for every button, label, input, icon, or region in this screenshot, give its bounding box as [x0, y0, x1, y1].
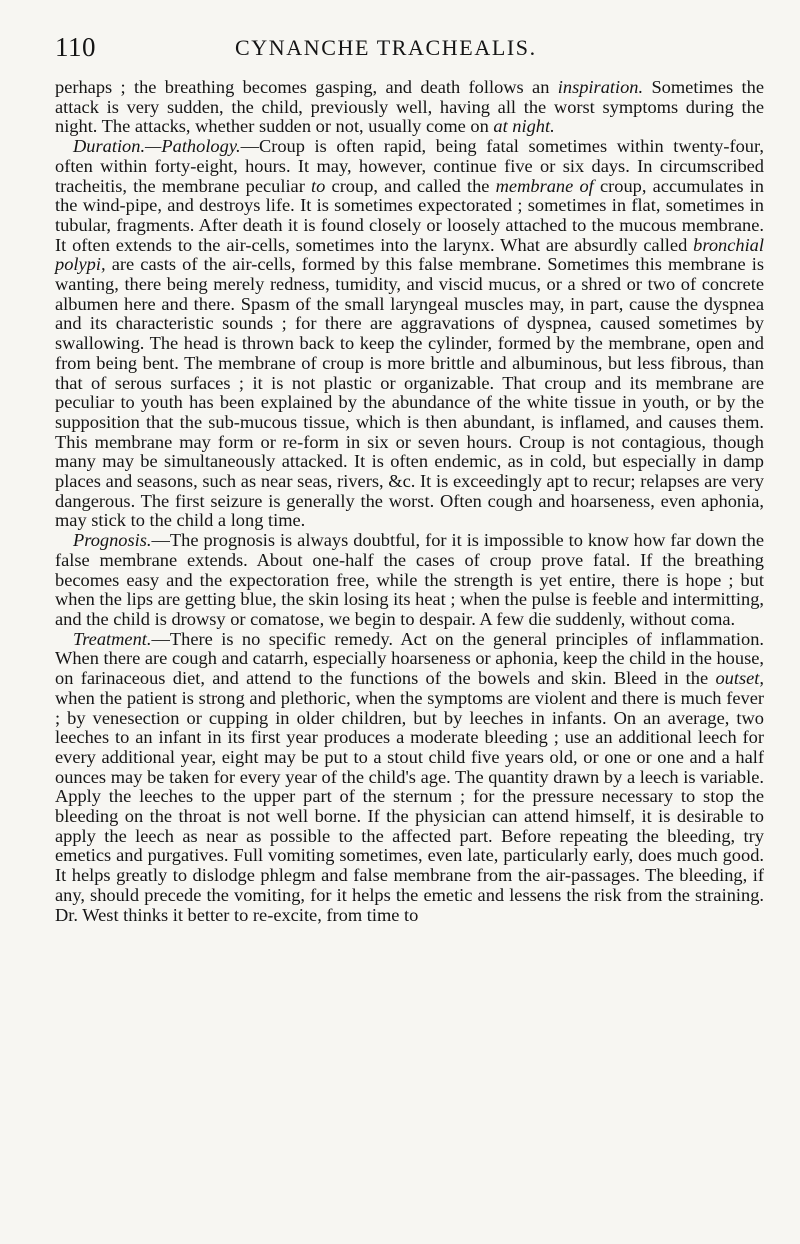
text-run: croup, and called the [325, 175, 496, 196]
italic-run: Duration.—Pathology. [73, 136, 241, 157]
body-text [55, 78, 764, 925]
text-run: —Croup is often rapid, being fatal sometimes within twenty-four, often within forty-eight, hours. It may, however, continue five or six days. In circumscribed tracheitis, the membrane peculiar [55, 136, 764, 196]
text-run: —There is no specific remedy. Act on the general principles of inflammation. When there are cough and catarrh, especially hoarseness or aphonia, keep the child in the house, on farinaceous diet, and attend to the functions of the bowels and skin. Bleed in the [55, 628, 764, 689]
italic-run: Prognosis. [73, 530, 152, 551]
text-run: perhaps ; the breathing becomes gasping, and death follows an [55, 77, 558, 97]
italic-run: at night. [493, 116, 555, 137]
paragraph-prognosis [55, 531, 764, 630]
text-run: when the patient is strong and plethoric, when the symptoms are violent and there is much fever ; by venesection or cupping in older children, but by leeches in infants. On an average, two leeches to an infant in its first year produces a moderate bleeding ; use an additional leech for every additional year, eight may be put to a stout child five years old, or one or one and a half ounces may be taken for every year of the child's age. The quantity drawn by a leech is variable. Apply the leeches to the upper part of the sternum ; for the pressure necessary to stop the bleeding on the throat is not well borne. If the physician can attend himself, it is desirable to apply the leech as near as possible to the affected part. Before repeating the bleeding, try emetics and purgatives. Full vomiting sometimes, even late, particularly early, does much good. It helps greatly to dislodge phlegm and false membrane from the air-passages. The bleeding, if any, should precede the vomiting, for it helps the emetic and lessens the risk from the straining. Dr. West thinks it better to re-excite, from time to [55, 687, 764, 925]
paragraph-continuation [55, 78, 764, 137]
italic-run: Treatment. [73, 628, 152, 649]
paragraph-treatment [55, 630, 764, 926]
paragraph-duration-pathology [55, 137, 764, 531]
text-run: —The prognosis is always doubtful, for it is impossible to know how far down the false membrane extends. About one-half the cases of croup prove fatal. If the breathing becomes easy and the expectoration free, while the strength is yet entire, there is hope ; but when the lips are getting blue, the skin losing its heat ; when the pulse is feeble and intermitting, and the child is drowsy or comatose, we begin to despair. A few die suddenly, without coma. [55, 530, 764, 629]
italic-run: to [311, 175, 326, 196]
text-run: Sometimes the attack is very sudden, the child, previously well, having all the worst symptoms during the night. The attacks, whether sudden or not, usually come on [55, 77, 764, 137]
italic-run: bronchial polypi, [55, 234, 764, 275]
text-run: croup, accumulates in the wind-pipe, and destroys life. It is sometimes expectorated ; sometimes in flat, sometimes in tubular, fragments. After death it is found closely or loosely attached to the mucous membrane. It often extends to the air-cells, sometimes into the larynx. What are absurdly called [55, 175, 764, 255]
text-run: are casts of the air-cells, formed by this false membrane. Sometimes this membrane is wanting, there being merely redness, tumidity, and viscid mucus, or a shred or two of concrete albumen here and there. Spasm of the small laryngeal muscles may, in part, cause the dyspnea and its characteristic sounds ; for there are aggravations of dyspnea, caused sometimes by swallowing. The head is thrown back to keep the cylinder, formed by the membrane, open and from being bent. The membrane of croup is more brittle and albuminous, but less fibrous, than that of serous surfaces ; it is not plastic or organizable. That croup and its membrane are peculiar to youth has been explained by the abundance of the white tissue in youth, or by the supposition that the sub-mucous tissue, which is then abundant, is inflamed, and causes them. This membrane may form or re-form in six or seven hours. Croup is not contagious, though many may be simultaneously attacked. It is often endemic, as in cold, but especially in damp places and seasons, such as near seas, rivers, &c. It is exceedingly apt to recur; relapses are very dangerous. The first seizure is generally the worst. Often cough and hoarseness, even aphonia, may stick to the child a long time. [55, 254, 764, 531]
page-header [55, 30, 764, 78]
italic-run: membrane of [495, 175, 594, 196]
italic-run: outset, [715, 668, 764, 689]
running-title: CYNANCHE TRACHEALIS. [235, 35, 537, 60]
page-number: 110 [55, 32, 96, 62]
italic-run: inspiration. [557, 77, 644, 97]
